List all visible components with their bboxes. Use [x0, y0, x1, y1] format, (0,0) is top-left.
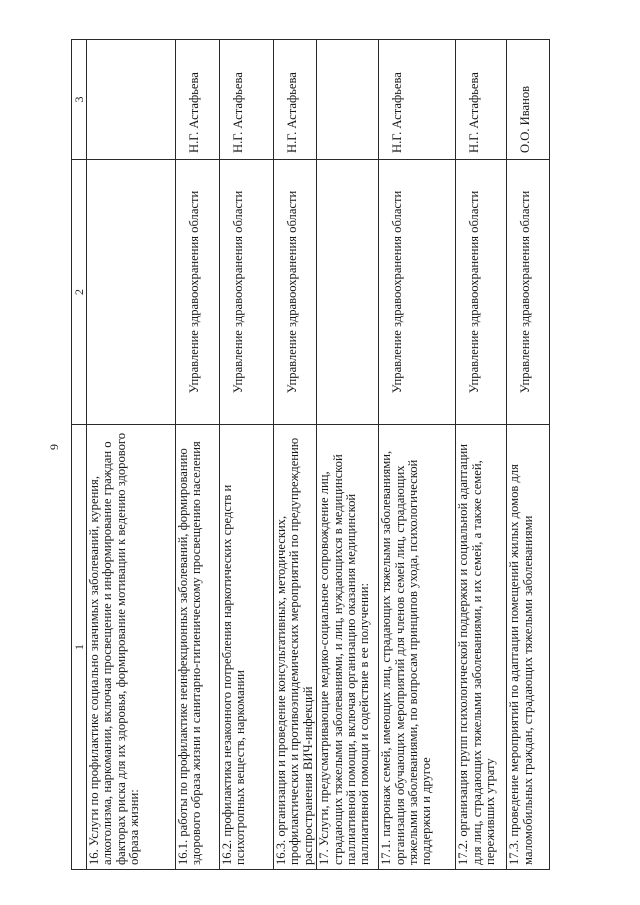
authority-cell — [317, 160, 379, 425]
service-cell: 17.3. проведение мероприятий по адаптации помещений жилых домов для маломобильных граждан, страдающих тяжелыми заболеваниями — [507, 425, 550, 870]
service-cell: 17. Услуги, предусматривающие медико-социальное сопровождение лиц, страдающих тяжелыми заболеваниями, и лиц, нуждающихся в медицинской паллиативной помощи, включая организацию оказания медицинской паллиативной помощи и содействие в ее получении: — [317, 425, 379, 870]
service-cell: 16.3. организация и проведение консультативных, методических, профилактических и противоэпидемических мероприятий по предупреждению распространения ВИЧ-инфекций — [274, 425, 317, 870]
authority-cell: Управление здравоохранения области — [507, 160, 550, 425]
page-number: 9 — [47, 444, 61, 450]
authority-cell: Управление здравоохранения области — [274, 160, 317, 425]
header-col-3: 3 — [72, 40, 87, 160]
authority-cell: Управление здравоохранения области — [176, 160, 220, 425]
table-row — [220, 40, 274, 870]
person-cell — [317, 40, 379, 160]
service-cell: 16.1. работы по профилактике неинфекционных заболеваний, формированию здорового образа жизни и санитарно-гигиеническому просвещению населения — [176, 425, 220, 870]
rotated-table-wrapper — [71, 40, 535, 870]
table-row — [87, 40, 176, 870]
table-header-row — [72, 40, 87, 870]
service-cell: 16.2. профилактика незаконного потребления наркотических средств и психотропных веществ, наркомании — [220, 425, 274, 870]
table-row — [379, 40, 456, 870]
authority-cell: Управление здравоохранения области — [220, 160, 274, 425]
services-table — [71, 39, 550, 870]
header-col-1: 1 — [72, 425, 87, 870]
authority-cell — [87, 160, 176, 425]
person-cell: О.О. Иванов — [507, 40, 550, 160]
header-col-2: 2 — [72, 160, 87, 425]
service-cell: 17.1. патронаж семей, имеющих лиц, страдающих тяжелыми заболеваниями, организация обучающих мероприятий для членов семей лиц, страдающих тяжелыми заболеваниями, по вопросам принципов ухода, психологической поддержки и другое — [379, 425, 456, 870]
person-cell: Н.Г. Астафьева — [379, 40, 456, 160]
authority-cell: Управление здравоохранения области — [456, 160, 507, 425]
table-row — [507, 40, 550, 870]
authority-cell: Управление здравоохранения области — [379, 160, 456, 425]
service-cell: 16. Услуги по профилактике социально значимых заболеваний, курения, алкоголизма, наркомании, включая просвещение и информирование граждан о факторах риска для их здоровья, формирование мотивации к ведению здорового образа жизни: — [87, 425, 176, 870]
table-row — [274, 40, 317, 870]
table-row — [176, 40, 220, 870]
person-cell: Н.Г. Астафьева — [220, 40, 274, 160]
person-cell: Н.Г. Астафьева — [176, 40, 220, 160]
service-cell: 17.2. организация групп психологической поддержки и социальной адаптации для лиц, страдающих тяжелыми заболеваниями, и их семей, а также семей, переживших утрату — [456, 425, 507, 870]
person-cell — [87, 40, 176, 160]
table-row — [317, 40, 379, 870]
person-cell: Н.Г. Астафьева — [274, 40, 317, 160]
table-row — [456, 40, 507, 870]
person-cell: Н.Г. Астафьева — [456, 40, 507, 160]
